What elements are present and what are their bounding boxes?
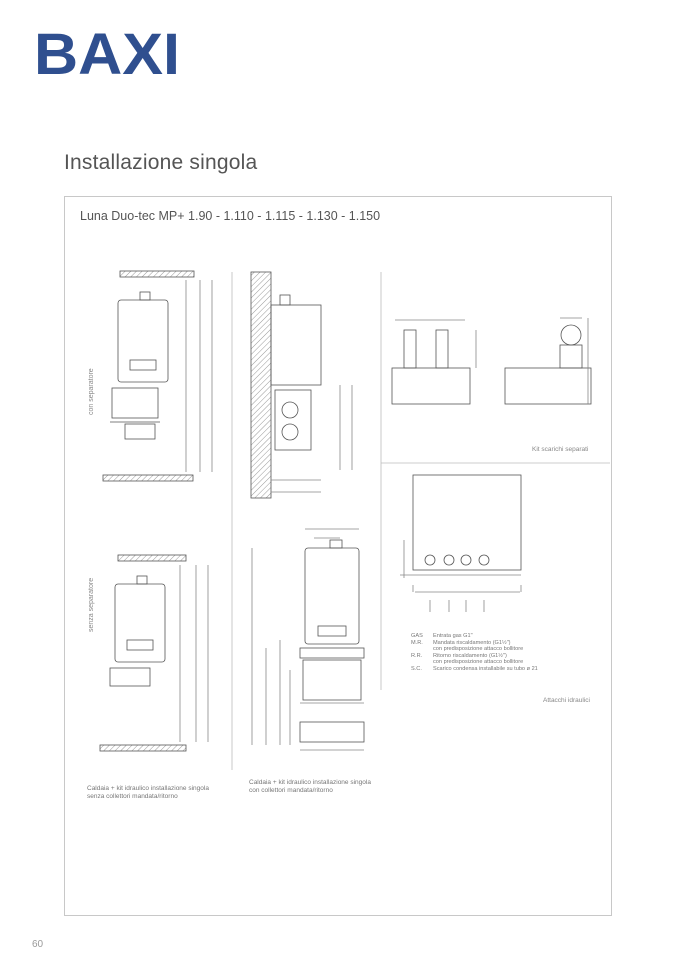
label-senza-separatore: senza separatore [88,577,95,632]
label-kit-scarichi: Kit scarichi separati [532,446,589,453]
legend-row: con predisposizione attacco bollitore [433,659,524,666]
label-attacchi: Attacchi idraulici [543,697,590,704]
legend [411,633,593,673]
page-title: Installazione singola [64,151,258,174]
legend-row: R.R. Ritorno riscaldamento (G1½") [411,652,507,659]
caption-middle: Caldaia + kit idraulico installazione singola con collettori mandata/ritorno [249,779,371,794]
legend-row: con predisposizione attacco bollitore [433,646,524,653]
svg-text:BAXI: BAXI [34,28,180,78]
page-number: 60 [32,939,44,950]
legend-row: GAS Entrata gas G1" [411,633,473,639]
section-title: Luna Duo-tec MP+ 1.90 - 1.110 - 1.115 - 1.130 - 1.150 [80,209,381,223]
legend-row: S.C. Scarico condensa installabile su tubo ø 21 [411,665,538,672]
caption-left: Caldaia + kit idraulico installazione singola senza collettori mandata/ritorno [87,785,209,800]
label-con-separatore: con separatore [88,368,95,415]
legend-row: M.R. Mandata riscaldamento (G1½") [411,639,511,646]
